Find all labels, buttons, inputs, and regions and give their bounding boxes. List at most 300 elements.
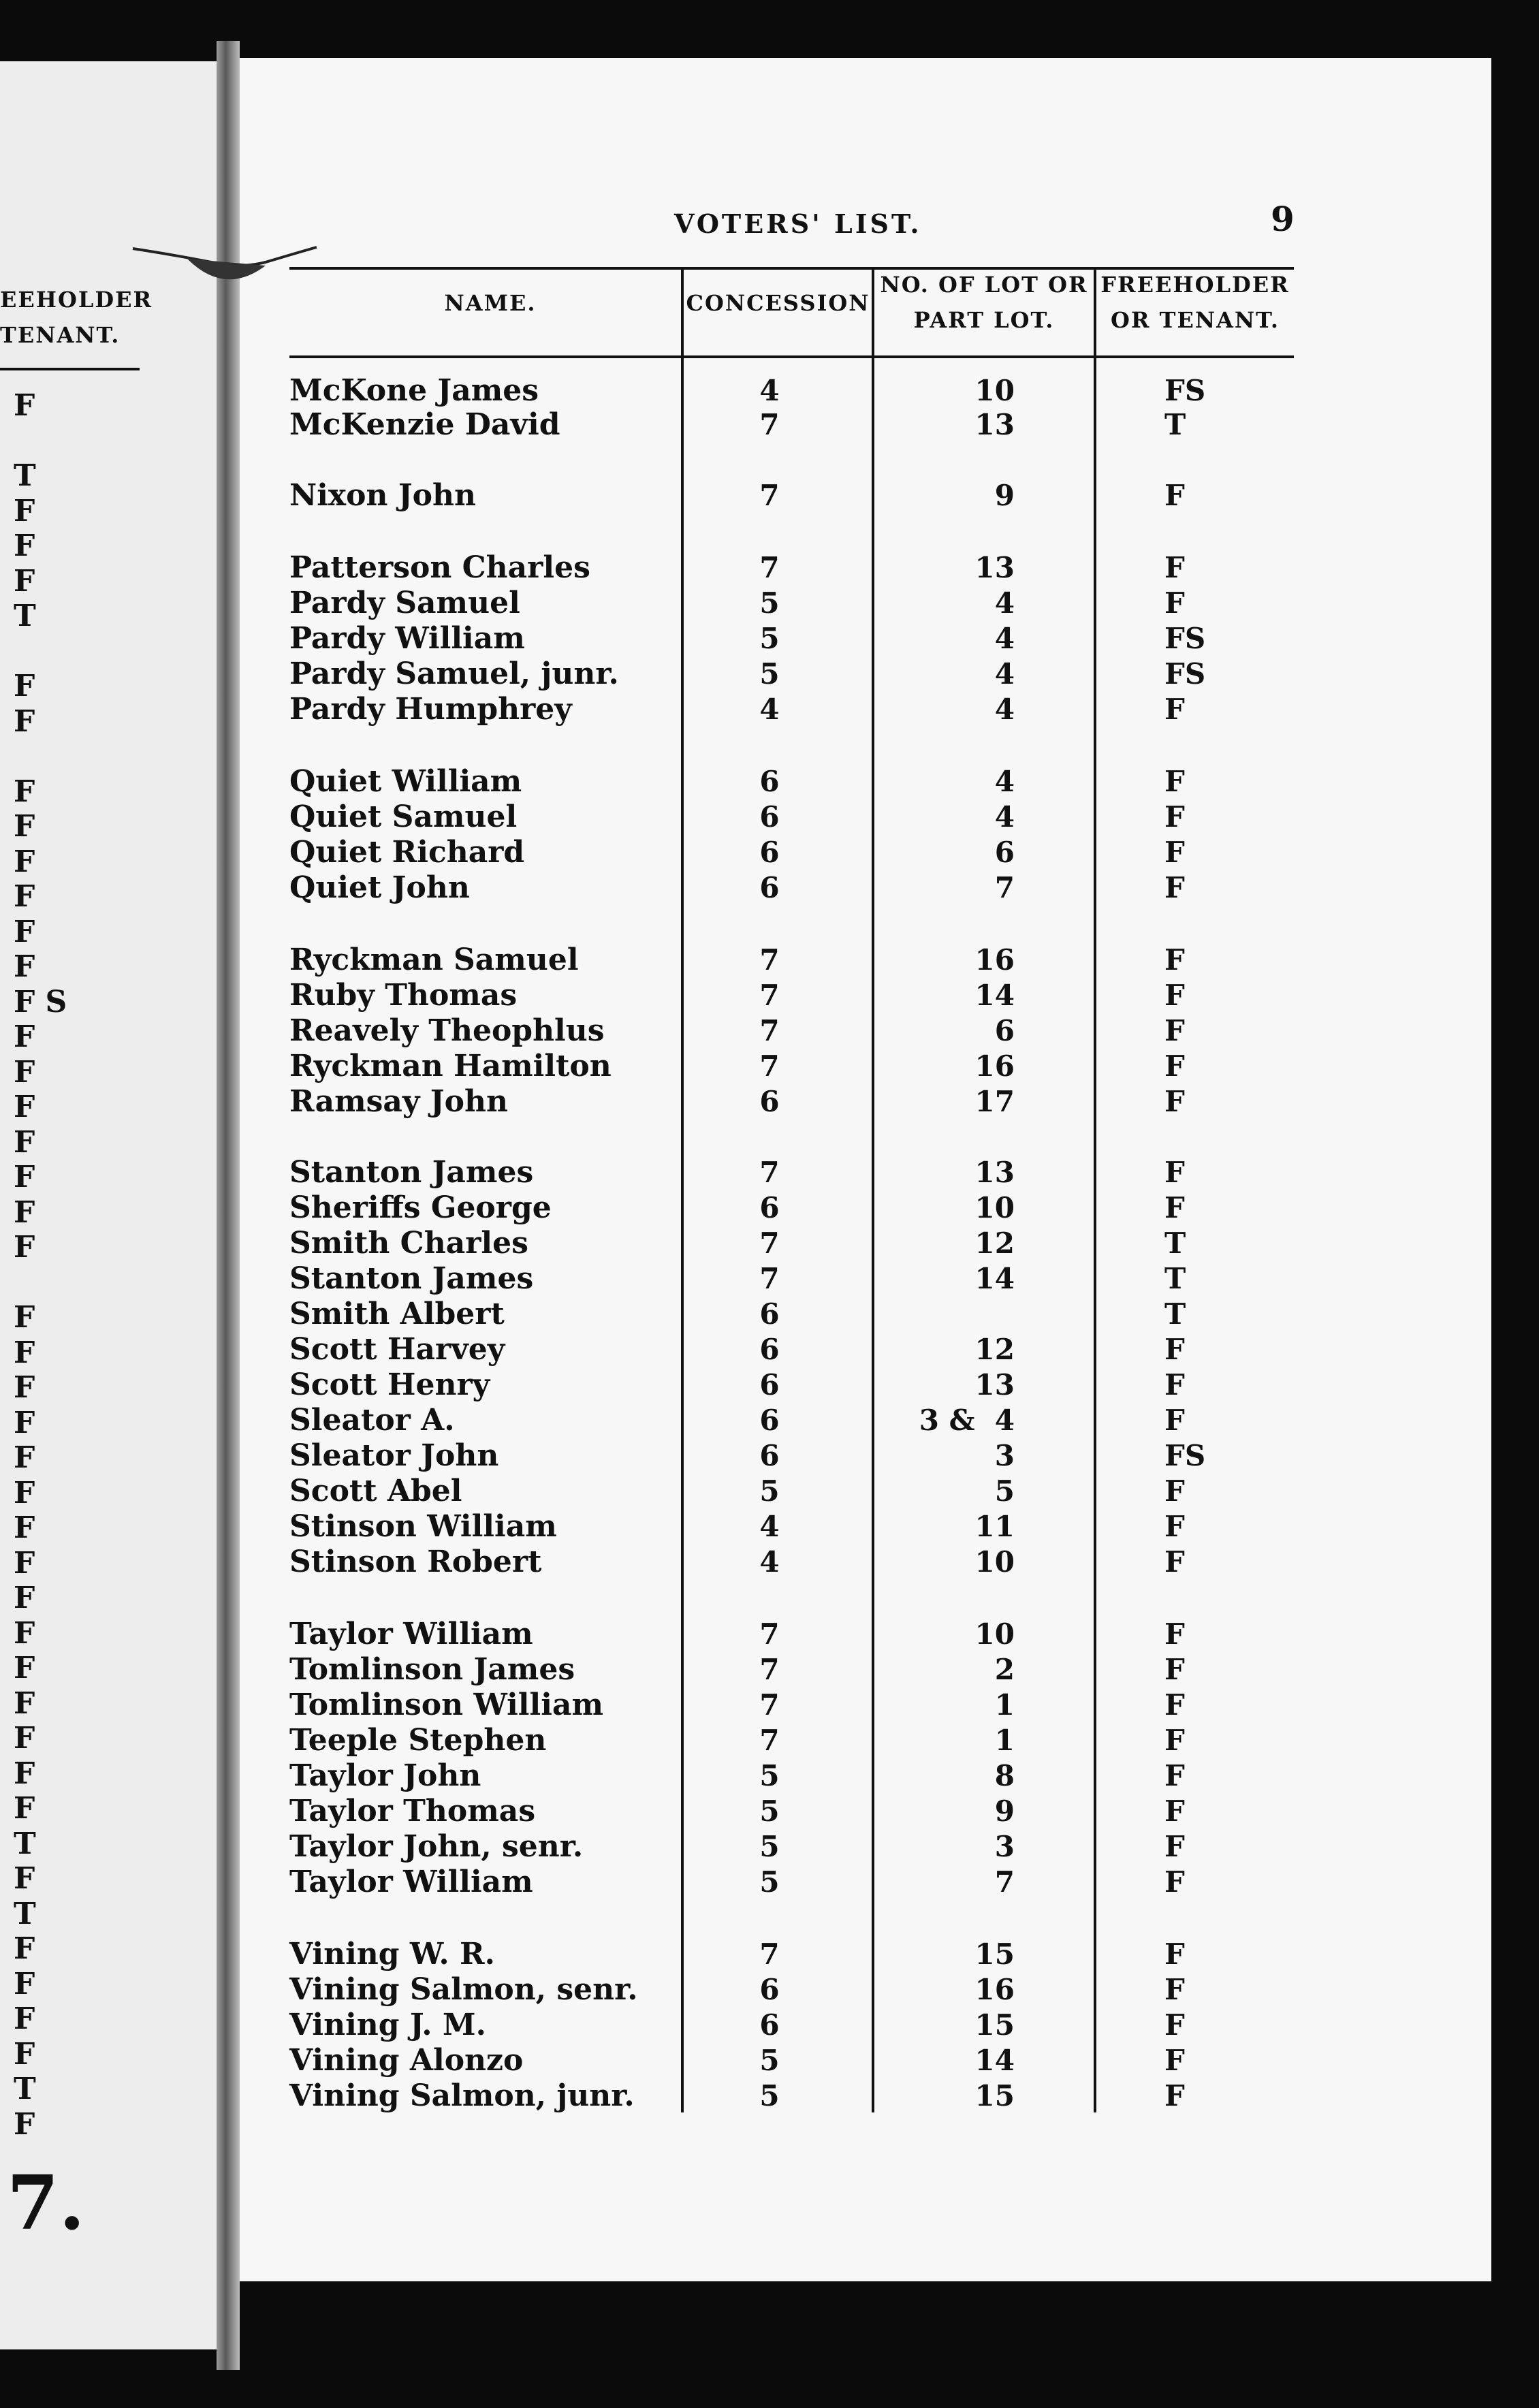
left-code: F — [14, 1966, 35, 2001]
lot-value: 5 — [994, 1474, 1015, 1508]
left-code-row — [0, 1300, 218, 1335]
left-code: F — [14, 1405, 35, 1440]
table-row — [0, 1937, 1539, 1972]
concession-value: 6 — [759, 1368, 780, 1401]
left-code-row — [0, 1125, 218, 1160]
left-code: F — [14, 1545, 35, 1581]
voter-name: Ramsay John — [289, 1084, 508, 1119]
left-code: F — [14, 949, 35, 984]
voter-name: Taylor William — [289, 1617, 533, 1651]
lot-value: 14 — [974, 1262, 1015, 1295]
left-code: F — [14, 1335, 35, 1370]
left-code-row — [0, 1721, 218, 1756]
left-code-row — [0, 424, 218, 459]
left-code: F — [14, 669, 35, 703]
left-code: F — [14, 774, 35, 809]
lot-value: 1 — [994, 1688, 1015, 1722]
concession-value: 6 — [759, 871, 780, 904]
lot-value: 2 — [994, 1653, 1015, 1686]
left-code-row — [0, 1686, 218, 1722]
left-code-row — [0, 634, 218, 669]
left-code: F — [14, 809, 35, 844]
voter-name: Teeple Stephen — [289, 1723, 547, 1758]
concession-value: 7 — [759, 408, 780, 441]
tenure-value: FS — [1164, 1439, 1206, 1472]
left-code-row — [0, 844, 218, 880]
voter-name: Taylor John, senr. — [289, 1829, 584, 1864]
left-code-row — [0, 1440, 218, 1476]
concession-value: 4 — [759, 374, 780, 407]
concession-value: 7 — [759, 1688, 780, 1722]
voter-name: Tomlinson James — [289, 1652, 575, 1687]
header-name: NAME. — [444, 290, 537, 316]
voter-name: Scott Henry — [289, 1367, 490, 1402]
left-code-row — [0, 2072, 218, 2107]
concession-value: 7 — [759, 1049, 780, 1083]
left-code-row — [0, 1195, 218, 1231]
left-code: F — [14, 1440, 35, 1475]
lot-value: 16 — [974, 1973, 1015, 2006]
table-row — [0, 1084, 1539, 1120]
tenure-value: F — [1164, 2044, 1185, 2077]
left-code: F — [14, 388, 35, 423]
lot-value: 10 — [974, 1617, 1015, 1651]
left-code-row — [0, 1370, 218, 1406]
left-code: F — [14, 1019, 35, 1054]
left-code: F — [14, 1300, 35, 1335]
lot-value: 7 — [994, 871, 1015, 904]
left-code: F — [14, 1721, 35, 1756]
lot-value: 14 — [974, 979, 1015, 1012]
tenure-value: F — [1164, 2008, 1185, 2042]
concession-value: 5 — [759, 2044, 780, 2077]
voter-name: Ryckman Samuel — [289, 942, 579, 977]
tenure-value: F — [1164, 1474, 1185, 1508]
voter-name: Stanton James — [289, 1155, 534, 1190]
lot-value: 12 — [974, 1226, 1015, 1260]
concession-value: 4 — [759, 1510, 780, 1543]
left-code-row — [0, 564, 218, 599]
table-row — [0, 550, 1539, 586]
tenure-value: F — [1164, 943, 1185, 977]
voter-name: Patterson Charles — [289, 550, 590, 585]
concession-value: 6 — [759, 765, 780, 798]
tenure-value: F — [1164, 836, 1185, 869]
concession-value: 6 — [759, 1333, 780, 1366]
tenure-value: T — [1164, 1262, 1186, 1295]
left-code: F — [14, 1651, 35, 1685]
left-code: T — [14, 1826, 36, 1861]
voter-name: Scott Abel — [289, 1474, 462, 1508]
concession-value: 4 — [759, 1545, 780, 1579]
table-row — [0, 1794, 1539, 1829]
left-code-row — [0, 1476, 218, 1511]
tenure-value: T — [1164, 408, 1186, 441]
lot-value: 6 — [994, 1014, 1015, 1047]
concession-value: 7 — [759, 1014, 780, 1047]
left-code: F — [14, 914, 35, 949]
tenure-value: F — [1164, 1510, 1185, 1543]
left-code-row — [0, 1160, 218, 1195]
left-code: F — [14, 1510, 35, 1545]
voter-name: Reavely Theophlus — [289, 1013, 605, 1048]
table-row — [0, 373, 1539, 409]
tenure-value: F — [1164, 1049, 1185, 1083]
table-row — [0, 1438, 1539, 1474]
voter-name: Quiet Samuel — [289, 799, 518, 834]
lot-value: 13 — [974, 551, 1015, 584]
header-ornament — [129, 235, 320, 293]
tenure-value: F — [1164, 1617, 1185, 1651]
voter-name: Vining W. R. — [289, 1937, 495, 1971]
voter-name: Quiet William — [289, 764, 522, 799]
left-code-row — [0, 949, 218, 985]
lot-value: 10 — [974, 1545, 1015, 1579]
lot-value: 4 — [994, 800, 1015, 834]
left-code-row — [0, 985, 218, 1020]
lot-value: 14 — [974, 2044, 1015, 2077]
left-code: F — [14, 2106, 35, 2142]
voter-name: McKenzie David — [289, 407, 560, 442]
concession-value: 6 — [759, 1085, 780, 1118]
tenure-value: F — [1164, 1865, 1185, 1899]
table-row — [0, 764, 1539, 799]
left-code: F — [14, 1931, 35, 1966]
header-lot-line2: PART LOT. — [913, 307, 1055, 333]
header-lot-line1: NO. OF LOT OR — [880, 272, 1088, 298]
left-header-rule — [0, 368, 140, 370]
concession-value: 7 — [759, 1156, 780, 1189]
voter-name: Ruby Thomas — [289, 978, 518, 1013]
left-code-row — [0, 669, 218, 704]
left-code: T — [14, 458, 36, 493]
table-row — [0, 1367, 1539, 1403]
tenure-value: F — [1164, 1368, 1185, 1401]
left-code-row — [0, 1406, 218, 1441]
lot-value: 16 — [974, 1049, 1015, 1083]
left-code-row — [0, 1510, 218, 1546]
table-row — [0, 478, 1539, 513]
lot-value: 4 — [994, 765, 1015, 798]
concession-value: 6 — [759, 836, 780, 869]
voter-name: Vining J. M. — [289, 2008, 486, 2042]
lot-value: 15 — [974, 2079, 1015, 2112]
left-code-row — [0, 1546, 218, 1581]
voter-name: Vining Alonzo — [289, 2043, 524, 2078]
table-row — [0, 1049, 1539, 1084]
left-code: F — [14, 1615, 35, 1651]
lot-value: 8 — [994, 1759, 1015, 1792]
left-code-row — [0, 1090, 218, 1125]
tenure-value: F — [1164, 871, 1185, 904]
table-row — [0, 1865, 1539, 1900]
tenure-value: F — [1164, 1404, 1185, 1437]
left-code: T — [14, 2072, 36, 2106]
voter-name: Taylor William — [289, 1865, 533, 1899]
left-code: F — [14, 1230, 35, 1265]
lot-value: 15 — [974, 2008, 1015, 2042]
left-code-row — [0, 1756, 218, 1792]
tenure-value: F — [1164, 1794, 1185, 1828]
tenure-value: F — [1164, 1333, 1185, 1366]
lot-value: 6 — [994, 836, 1015, 869]
left-column-heading-1: EEHOLDER — [0, 287, 153, 313]
table-row — [0, 407, 1539, 443]
voter-name: Smith Albert — [289, 1297, 505, 1331]
left-code: F — [14, 1090, 35, 1124]
voter-name: Ryckman Hamilton — [289, 1049, 612, 1083]
lot-value: 10 — [974, 1191, 1015, 1224]
concession-value: 6 — [759, 1191, 780, 1224]
left-code-row — [0, 1230, 218, 1265]
left-code: F — [14, 1581, 35, 1615]
voter-name: Nixon John — [289, 478, 476, 513]
left-code: F — [14, 2001, 35, 2036]
left-code-row — [0, 1967, 218, 2002]
table-row — [0, 692, 1539, 727]
left-code-row — [0, 774, 218, 810]
voter-name: Stanton James — [289, 1261, 534, 1296]
tenure-value: F — [1164, 1085, 1185, 1118]
concession-value: 5 — [759, 586, 780, 620]
tenure-value: T — [1164, 1297, 1186, 1331]
table-row — [0, 1509, 1539, 1544]
concession-value: 5 — [759, 1865, 780, 1899]
tenure-value: F — [1164, 800, 1185, 834]
concession-value: 6 — [759, 800, 780, 834]
table-row — [0, 1297, 1539, 1332]
concession-value: 6 — [759, 1439, 780, 1472]
concession-value: 6 — [759, 1404, 780, 1437]
concession-value: 7 — [759, 1653, 780, 1686]
tenure-value: F — [1164, 1973, 1185, 2006]
concession-value: 7 — [759, 1724, 780, 1757]
left-code-row — [0, 458, 218, 494]
voter-name: Quiet John — [289, 870, 470, 905]
concession-value: 5 — [759, 2079, 780, 2112]
tenure-value: F — [1164, 1545, 1185, 1579]
left-code-row — [0, 1265, 218, 1301]
voter-name: Scott Harvey — [289, 1332, 505, 1367]
tenure-value: F — [1164, 1724, 1185, 1757]
concession-value: 7 — [759, 1262, 780, 1295]
table-row — [0, 1617, 1539, 1652]
lot-value: 13 — [974, 408, 1015, 441]
concession-value: 7 — [759, 1937, 780, 1971]
table-row — [0, 870, 1539, 906]
tenure-value: T — [1164, 1226, 1186, 1260]
table-row — [0, 1758, 1539, 1794]
tenure-value: F — [1164, 586, 1185, 620]
concession-value: 5 — [759, 1794, 780, 1828]
voter-name: Pardy Samuel — [289, 586, 520, 620]
table-row — [0, 1013, 1539, 1049]
left-code: F — [14, 1124, 35, 1160]
voter-name: Stinson Robert — [289, 1544, 542, 1579]
left-code-row — [0, 1055, 218, 1090]
lot-value: 4 — [994, 693, 1015, 726]
left-code-row — [0, 1581, 218, 1616]
left-code-row — [0, 809, 218, 844]
concession-value: 6 — [759, 2008, 780, 2042]
left-code: F — [14, 563, 35, 599]
concession-value: 5 — [759, 622, 780, 655]
voter-name: Taylor John — [289, 1758, 481, 1793]
left-code-row — [0, 1791, 218, 1826]
left-code-row — [0, 1616, 218, 1651]
concession-value: 5 — [759, 1474, 780, 1508]
lot-value: 4 — [994, 622, 1015, 655]
running-title: VOTERS' LIST. — [674, 208, 922, 239]
table-row — [0, 942, 1539, 978]
voter-name: Pardy Samuel, junr. — [289, 656, 619, 691]
concession-value: 5 — [759, 657, 780, 691]
lot-value: 1 — [994, 1724, 1015, 1757]
concession-value: 6 — [759, 1973, 780, 2006]
left-code-row — [0, 388, 218, 424]
lot-value: 11 — [974, 1510, 1015, 1543]
voter-name: Sleator A. — [289, 1403, 455, 1438]
left-code: F — [14, 1160, 35, 1194]
concession-value: 7 — [759, 943, 780, 977]
concession-value: 7 — [759, 1226, 780, 1260]
left-code-row — [0, 1826, 218, 1862]
left-column-heading-2: TENANT. — [0, 322, 121, 348]
left-code-row — [0, 2001, 218, 2037]
table-row — [0, 2043, 1539, 2078]
table-header-rule — [289, 355, 1294, 358]
left-code-row — [0, 599, 218, 634]
left-code: F — [14, 1370, 35, 1405]
lot-value: 3 & 4 — [919, 1404, 1015, 1437]
lot-value: 17 — [974, 1085, 1015, 1118]
table-row — [0, 1685, 1539, 1723]
tenure-value: F — [1164, 2079, 1185, 2112]
voter-name: Sleator John — [289, 1438, 499, 1473]
left-code: F — [14, 1054, 35, 1090]
left-code-row — [0, 2037, 218, 2072]
tenure-value: F — [1164, 1688, 1185, 1722]
concession-value: 7 — [759, 479, 780, 512]
voter-name: Pardy William — [289, 621, 525, 656]
voter-name: Smith Charles — [289, 1226, 528, 1261]
tenure-value: F — [1164, 1653, 1185, 1686]
tenure-value: F — [1164, 1759, 1185, 1792]
table-row — [0, 1972, 1539, 2008]
table-row — [0, 1403, 1539, 1438]
tenure-value: F — [1164, 1156, 1185, 1189]
lot-value: 13 — [974, 1156, 1015, 1189]
lot-value: 9 — [994, 1794, 1015, 1828]
table-row — [0, 835, 1539, 870]
left-code-row — [0, 704, 218, 740]
left-code: F — [14, 1194, 35, 1230]
left-code-row — [0, 1019, 218, 1055]
tenure-value: F — [1164, 1830, 1185, 1863]
lot-value: 9 — [994, 479, 1015, 512]
concession-value: 5 — [759, 1759, 780, 1792]
tenure-value: FS — [1164, 657, 1206, 691]
lot-value: 10 — [974, 374, 1015, 407]
voter-name: McKone James — [289, 373, 539, 408]
left-code: F — [14, 493, 35, 528]
tenure-value: F — [1164, 1014, 1185, 1047]
left-code-row — [0, 1931, 218, 1967]
table-row — [0, 1652, 1539, 1688]
table-row — [0, 799, 1539, 835]
voter-name: Pardy Humphrey — [289, 692, 572, 727]
table-row — [0, 586, 1539, 621]
left-code-row — [0, 739, 218, 774]
concession-value: 5 — [759, 1830, 780, 1863]
left-code: F — [14, 528, 35, 563]
tenure-value: F — [1164, 479, 1185, 512]
voter-name: Vining Salmon, junr. — [289, 2078, 635, 2113]
concession-value: 7 — [759, 1617, 780, 1651]
concession-value: 7 — [759, 551, 780, 584]
left-code-row — [0, 879, 218, 915]
left-code: F — [14, 2036, 35, 2072]
left-code-row — [0, 915, 218, 950]
tally-mark: 7. — [7, 2159, 85, 2247]
left-code: F — [14, 1685, 35, 1721]
left-code: T — [14, 1896, 36, 1931]
table-row — [0, 621, 1539, 656]
tenure-value: FS — [1164, 374, 1206, 407]
voter-name: Sheriffs George — [289, 1190, 552, 1225]
voter-name: Taylor Thomas — [289, 1794, 536, 1828]
header-concession: CONCESSION — [686, 290, 870, 316]
left-code: F — [14, 1475, 35, 1510]
header-tenure-line2: OR TENANT. — [1111, 307, 1280, 333]
left-code: F — [14, 1861, 35, 1896]
lot-value: 3 — [994, 1439, 1015, 1472]
left-code-row — [0, 494, 218, 529]
tenure-value: F — [1164, 551, 1185, 584]
page-number: 9 — [1271, 199, 1295, 239]
left-code-row — [0, 1651, 218, 1686]
table-row — [0, 2008, 1539, 2043]
table-row — [0, 1829, 1539, 1865]
tenure-value: F — [1164, 1191, 1185, 1224]
voter-name: Quiet Richard — [289, 835, 525, 870]
tenure-value: F — [1164, 693, 1185, 726]
tenure-value: FS — [1164, 622, 1206, 655]
lot-value: 13 — [974, 1368, 1015, 1401]
tenure-value: F — [1164, 1937, 1185, 1971]
table-row — [0, 1544, 1539, 1580]
left-code: T — [14, 599, 36, 633]
lot-value: 4 — [994, 657, 1015, 691]
table-row — [0, 1332, 1539, 1367]
table-row — [0, 1474, 1539, 1509]
table-row — [0, 1723, 1539, 1758]
lot-value: 15 — [974, 1937, 1015, 1971]
left-code: F — [14, 1756, 35, 1791]
lot-value: 7 — [994, 1865, 1015, 1899]
table-row — [0, 1226, 1539, 1261]
left-code: F — [14, 703, 35, 739]
tenure-value: F — [1164, 979, 1185, 1012]
concession-value: 4 — [759, 693, 780, 726]
header-tenure-line1: FREEHOLDER — [1100, 272, 1290, 298]
concession-value: 6 — [759, 1297, 780, 1331]
lot-value: 16 — [974, 943, 1015, 977]
voter-name: Vining Salmon, senr. — [289, 1972, 638, 2007]
voter-name: Tomlinson William — [289, 1688, 604, 1722]
left-code-row — [0, 2107, 218, 2142]
left-code: F — [14, 879, 35, 914]
